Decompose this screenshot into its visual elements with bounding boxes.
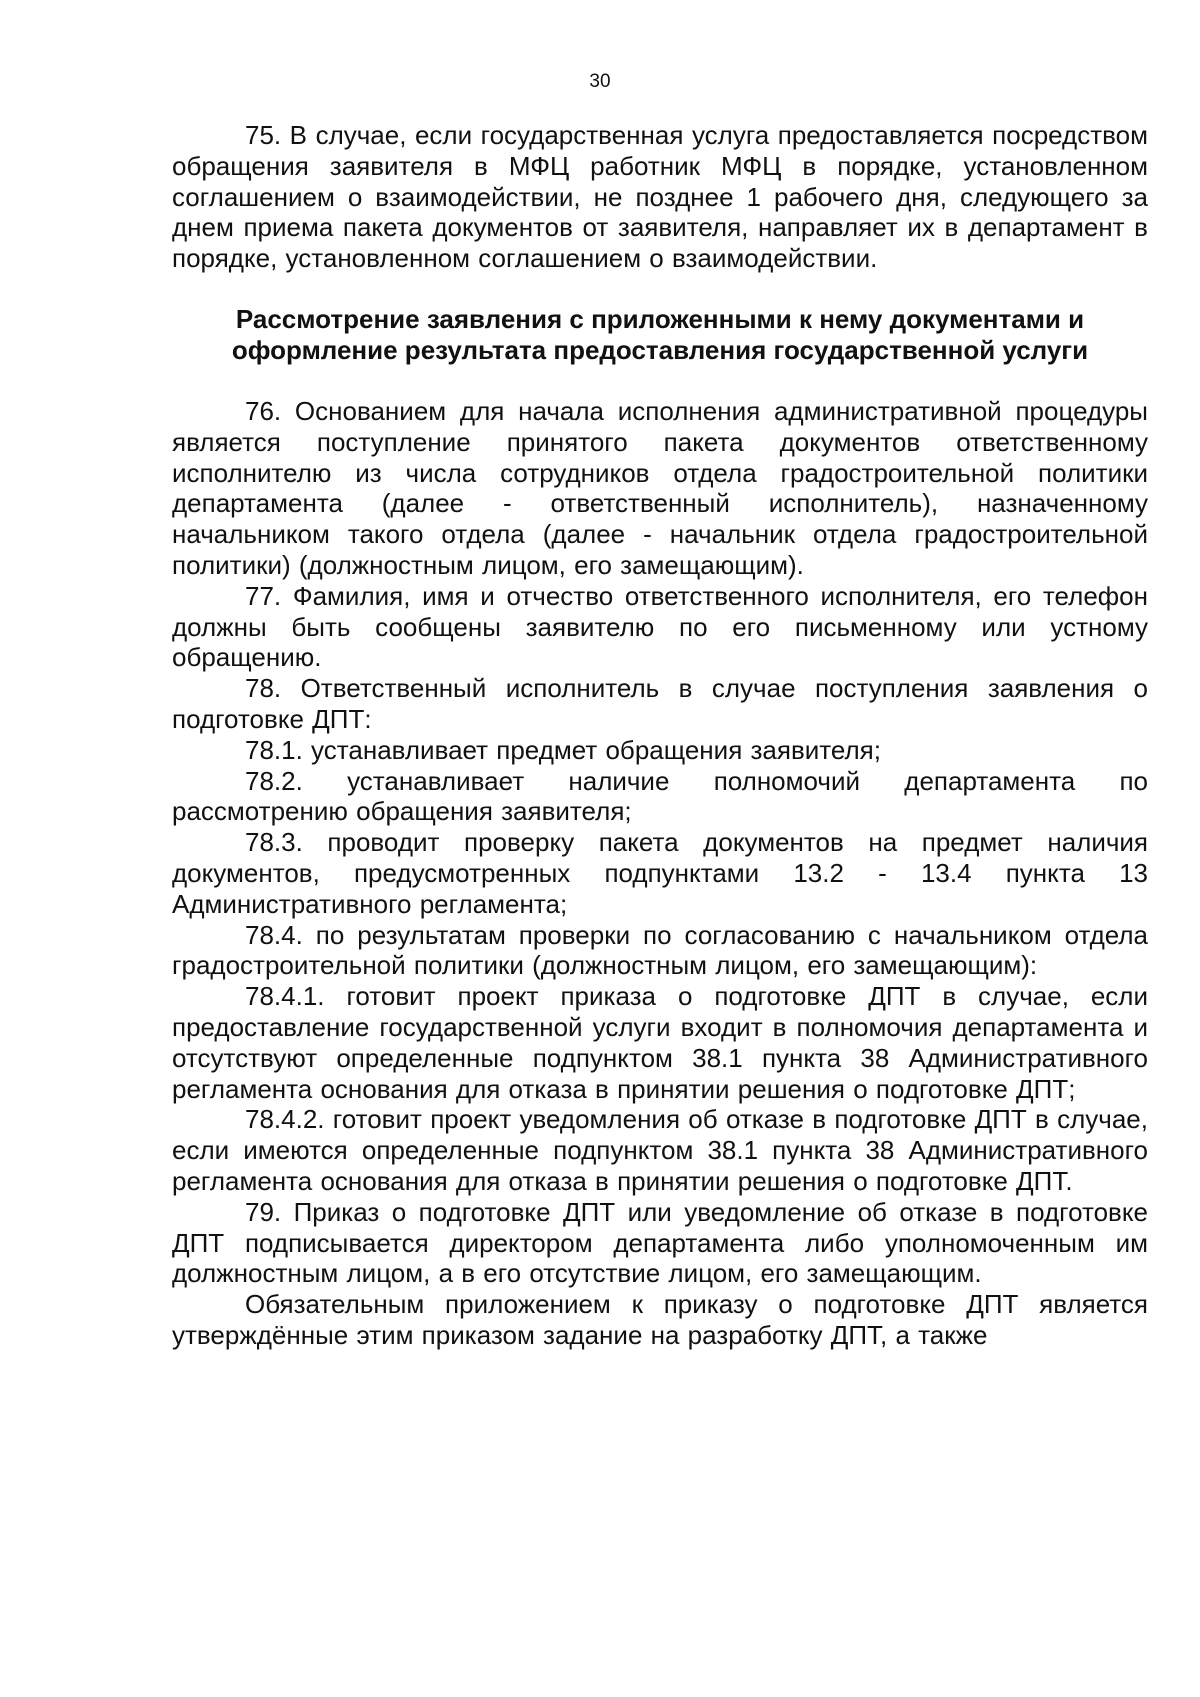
paragraph-75: 75. В случае, если государственная услуга предоставляется посредством обращения заявителя в МФЦ работник МФЦ в порядке, установленном соглашением о взаимодействии, не позднее 1 рабочего дня, следующего за днем приема пакета документов от заявителя, направляет их в департамент в порядке, установленном соглашением о взаимодействии.: [172, 120, 1148, 274]
paragraph-78-4: 78.4. по результатам проверки по согласованию с начальником отдела градостроительной политики (должностным лицом, его замещающим):: [172, 919, 1148, 981]
paragraph-78-3: 78.3. проводит проверку пакета документов на предмет наличия документов, предусмотренных подпунктами 13.2 - 13.4 пункта 13 Административного регламента;: [172, 827, 1148, 919]
paragraph-79: 79. Приказ о подготовке ДПТ или уведомление об отказе в подготовке ДПТ подписывается директором департамента либо уполномоченным им должностным лицом, а в его отсутствие лицом, его замещающим.: [172, 1196, 1148, 1289]
paragraph-78: 78. Ответственный исполнитель в случае поступления заявления о подготовке ДПТ:: [172, 673, 1148, 734]
paragraph-78-4-1: 78.4.1. готовит проект приказа о подготовке ДПТ в случае, если предоставление государственной услуги входит в полномочия департамента и отсутствуют определенные подпунктом 38.1 пункта 38 Административного регламента основания для отказа в принятии решения о подготовке ДПТ;: [172, 981, 1148, 1104]
section-heading: Рассмотрение заявления с приложенными к нему документами и оформление результата предоставления государственной услуги: [231, 303, 1089, 365]
paragraph-78-4-2: 78.4.2. готовит проект уведомления об отказе в подготовке ДПТ в случае, если имеются определенные подпунктом 38.1 пункта 38 Административного регламента основания для отказа в принятии решения о подготовке ДПТ.: [172, 1104, 1148, 1196]
paragraph-78-2: 78.2. устанавливает наличие полномочий департамента по рассмотрению обращения заявителя;: [172, 765, 1148, 827]
paragraph-77: 77. Фамилия, имя и отчество ответственного исполнителя, его телефон должны быть сообщены заявителю по его письменному или устному обращению.: [172, 580, 1148, 673]
paragraph-76: 76. Основанием для начала исполнения административной процедуры является поступление принятого пакета документов ответственному исполнителю из числа сотрудников отдела градостроительной политики департамента (далее - ответственный исполнитель), назначенному начальником такого отдела (далее - начальник отдела градостроительной политики) (должностным лицом, его замещающим).: [172, 395, 1148, 580]
document-body: [172, 120, 1148, 1351]
paragraph-78-1: 78.1. устанавливает предмет обращения заявителя;: [245, 734, 881, 765]
paragraph-79-appendix: Обязательным приложением к приказу о подготовке ДПТ является утверждённые этим приказом задание на разработку ДПТ, а также: [172, 1289, 1148, 1350]
page-number: 30: [589, 71, 611, 92]
